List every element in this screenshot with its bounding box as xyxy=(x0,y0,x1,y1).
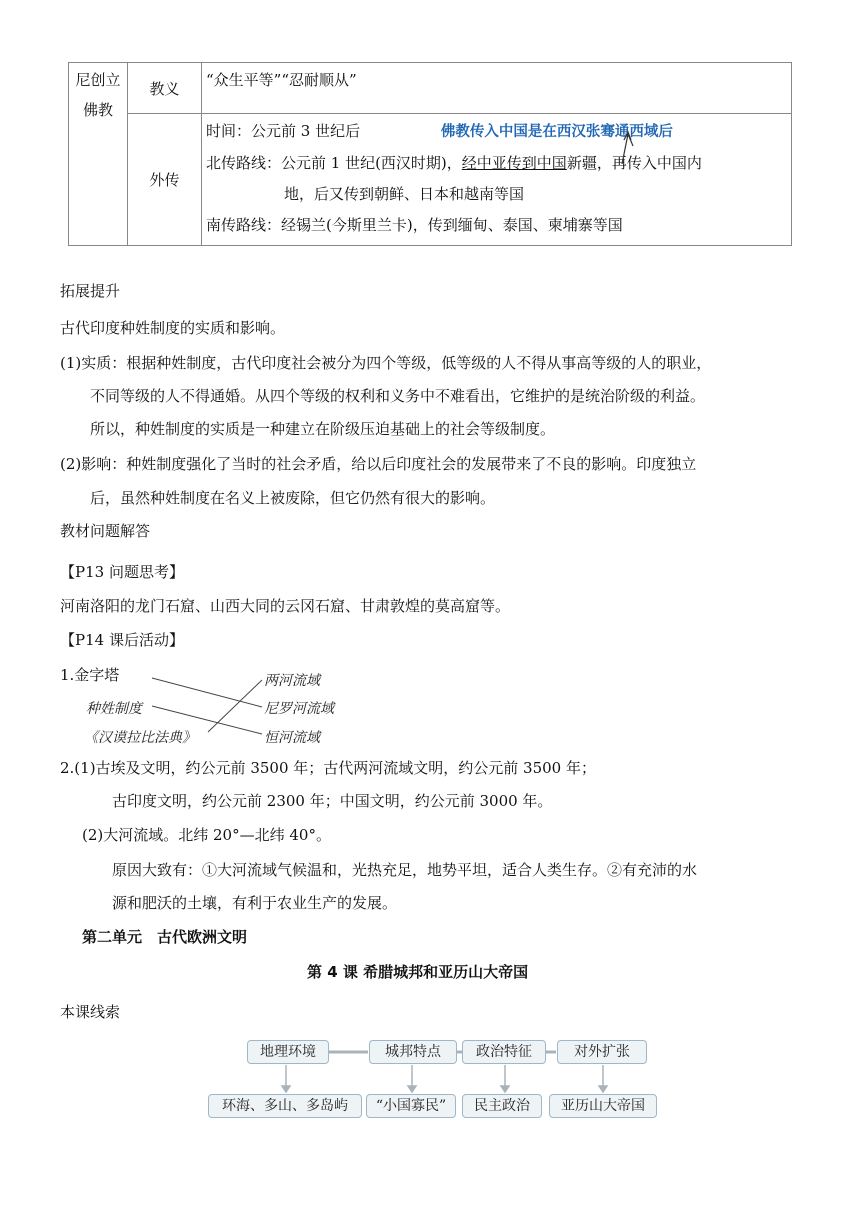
q2-line-d: 原因大致有：①大河流域气候温和，光热充足，地势平坦，适合人类生存。②有充沛的水 xyxy=(112,861,698,879)
textbook-title: 教材问题解答 xyxy=(60,522,151,540)
time-text: 时间：公元前 3 世纪后 xyxy=(206,122,361,140)
north-route-cont: 地，后又传到朝鲜、日本和越南等国 xyxy=(284,185,525,203)
caste-title: 古代印度种姓制度的实质和影响。 xyxy=(60,319,286,337)
match-line-pyramid xyxy=(152,678,262,707)
match-line-code xyxy=(208,680,262,732)
flow-bottom-politics: 民主政治 xyxy=(462,1094,542,1118)
buddhism-table xyxy=(68,62,792,246)
p13-answer: 河南洛阳的龙门石窟、山西大同的云冈石窟、甘肃敦煌的莫高窟等。 xyxy=(60,597,511,615)
flow-bottom-expansion: 亚历山大帝国 xyxy=(549,1094,657,1118)
match-right-mesopotamia: 两河流域 xyxy=(264,673,320,689)
north-underlined: 经中亚传到中国 xyxy=(461,154,567,172)
founder-line2: 佛教 xyxy=(82,101,113,119)
q2-line-b: 古印度文明，约公元前 2300 年；中国文明，约公元前 3000 年。 xyxy=(112,792,553,810)
essence-para-3: 所以，种姓制度的实质是一种建立在阶级压迫基础上的社会等级制度。 xyxy=(90,420,556,438)
south-route-line: 南传路线：经锡兰(今斯里兰卡)，传到缅甸、泰国、柬埔寨等国 xyxy=(206,216,623,234)
p13-title: 【P13 问题思考】 xyxy=(60,563,184,581)
match-right-ganges: 恒河流域 xyxy=(264,730,320,746)
flow-top-geography: 地理环境 xyxy=(247,1040,329,1064)
doctrine-text: “众生平等”“忍耐顺从” xyxy=(206,71,357,89)
impact-para-1: (2)影响：种姓制度强化了当时的社会矛盾，给以后印度社会的发展带来了不良的影响。印度独立 xyxy=(60,455,697,473)
doctrine-label: 教义 xyxy=(128,63,202,114)
q1-label: 1.金字塔 xyxy=(60,666,120,684)
spread-label: 外传 xyxy=(128,114,202,246)
founder-cell xyxy=(69,63,128,246)
spread-content xyxy=(202,114,792,246)
founder-line1: 尼创立 xyxy=(75,71,121,89)
expand-title: 拓展提升 xyxy=(60,282,121,300)
flow-top-city-state: 城邦特点 xyxy=(369,1040,457,1064)
north-prefix: 北传路线：公元前 1 世纪(西汉时期)， xyxy=(206,154,462,172)
q2-line-a: 2.(1)古埃及文明，约公元前 3500 年；古代两河流域文明，约公元前 3500 年； xyxy=(60,759,596,777)
matching-lines xyxy=(120,668,270,738)
annotation-arrow-icon xyxy=(618,128,638,166)
flow-bottom-geography: 环海、多山、多岛屿 xyxy=(208,1094,362,1118)
match-line-caste xyxy=(152,706,262,734)
unit-title: 第二单元 古代欧洲文明 xyxy=(82,928,248,946)
essence-para-1: (1)实质：根据种姓制度，古代印度社会被分为四个等级，低等级的人不得从事高等级的人的职业， xyxy=(60,354,712,372)
impact-para-2: 后，虽然种姓制度在名义上被废除，但它仍然有很大的影响。 xyxy=(90,489,496,507)
match-left-caste: 种姓制度 xyxy=(86,701,142,717)
flow-top-politics: 政治特征 xyxy=(462,1040,546,1064)
doctrine-value xyxy=(202,63,792,114)
match-left-code: 《汉谟拉比法典》 xyxy=(84,730,196,746)
north-route-line xyxy=(206,148,787,179)
essence-para-2: 不同等级的人不得通婚。从四个等级的权利和义务中不难看出，它维护的是统治阶级的利益。 xyxy=(90,387,706,405)
flow-top-expansion: 对外扩张 xyxy=(557,1040,647,1064)
flow-bottom-city-state: “小国寡民” xyxy=(366,1094,456,1118)
north-suffix: 新疆，再传入中国内 xyxy=(566,154,702,172)
annotation-text: 佛教传入中国是在西汉张骞通西域后 xyxy=(440,124,673,140)
q2-line-c: (2)大河流域。北纬 20°—北纬 40°。 xyxy=(82,826,331,844)
q2-line-e: 源和肥沃的土壤，有利于农业生产的发展。 xyxy=(112,894,398,912)
p14-title: 【P14 课后活动】 xyxy=(60,631,184,649)
lesson-title: 第 4 课 希腊城邦和亚历山大帝国 xyxy=(307,963,529,981)
time-line xyxy=(206,116,787,148)
clue-title: 本课线索 xyxy=(60,1003,121,1021)
match-right-nile: 尼罗河流域 xyxy=(264,701,334,717)
